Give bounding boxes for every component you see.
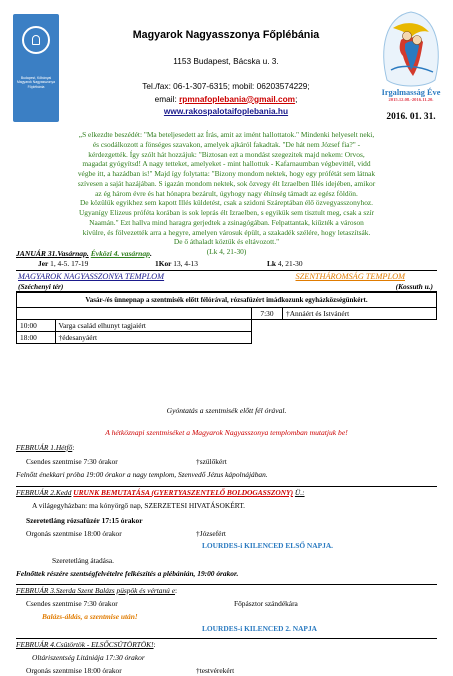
day-suffix: :	[72, 443, 75, 452]
parish-emblem-icon	[22, 26, 50, 54]
email-label: email:	[154, 93, 177, 104]
day-heading-wednesday	[16, 586, 177, 596]
mass-time: Orgonás szentmise 18:00 órakor	[26, 666, 122, 675]
mass-time: Csendes szentmise 7:30 órakor	[26, 599, 118, 608]
divider	[16, 486, 437, 487]
schedule-intention: Varga család elhunyt tagjaiért	[55, 320, 252, 332]
tuesday-adult-prep: Felnőttek részére szentségfelvételre felkészítés a plébánián, 19:00 órakor.	[16, 569, 239, 578]
mass-time: Orgonás szentmise 18:00 órakor	[26, 529, 122, 538]
logo-line-1: Budapest, Kőbányai	[20, 76, 52, 80]
parish-name: Magyarok Nagyasszonya Főplébánia	[132, 29, 320, 41]
church-headers	[16, 270, 437, 292]
gospel-line: „S elkezdte beszédét: "Ma beteljesedett az Írás, amit az imént hallottatok." Mindenki helyeselt neki,	[78, 130, 375, 139]
sunday-readings	[16, 259, 437, 269]
gospel-line: kívülre, és fölvezették arra a hegyre, amelyen városuk épült, a szakadék szélére, hogy letaszítsák.	[82, 227, 371, 237]
table-row	[17, 308, 437, 320]
bulletin-date: 2016. 01. 31.	[386, 112, 436, 122]
day-title: FEBRUÁR 3.Szerda Szent Balázs püspök és vértanú e	[16, 586, 176, 595]
blank-cell	[55, 308, 252, 320]
gospel-line: kérdezgették. Így szólt hát hozzájuk: "Biztosan ezt a mondást szegezitek majd nekem: Orvos,	[88, 149, 365, 159]
sunday-heading	[16, 249, 437, 258]
day-title: FEBRUÁR 2.Kedd	[16, 488, 72, 497]
email-line	[66, 93, 386, 106]
sunday-schedule-table	[16, 292, 437, 344]
parish-logo	[13, 14, 59, 122]
day-title: FEBRUÁR 1.Hétfő	[16, 443, 73, 452]
rosary-note: Vasár-/és ünnepnap a szentmisék előtt félórával, rózsafüzért imádkozunk egyházközségünkért.	[17, 293, 437, 308]
sunday-suffix: .	[149, 249, 152, 258]
church-name-szentharomsag: SZENTHÁROMSÁG TEMPLOM	[295, 272, 405, 281]
day-suffix: :	[153, 640, 156, 649]
thursday-litany: Oltáriszentség Litániája 17:30 órakor	[32, 653, 145, 662]
website-link[interactable]: www.rakospalotaifoplebania.hu	[163, 106, 289, 117]
church-name-magyarok: MAGYAROK NAGYASSZONYA TEMPLOM	[18, 272, 165, 281]
wednesday-mass	[16, 599, 437, 609]
sunday-name: Évközi 4. vasárnap	[90, 249, 150, 258]
divider	[16, 584, 437, 585]
wednesday-blessing: Balázs-áldás, a szentmise után!	[42, 612, 138, 621]
feast-title: URUNK BEMUTATÁSA (GYERTYASZENTELŐ BOLDOGASSZONY)	[73, 488, 294, 497]
day-title: FEBRUÁR 4.Csütörtök - ELSŐCSÜTÖRTÖK!	[16, 640, 154, 649]
reading-1	[38, 259, 88, 268]
schedule-time: 7:30	[252, 308, 283, 320]
mass-intention: †testvérekért	[196, 666, 235, 675]
logo-line-2: Magyarok Nagyasszonya	[16, 80, 56, 85]
divider	[16, 638, 437, 639]
schedule-time: 10:00	[17, 320, 56, 332]
reading-book: 1Kor	[155, 259, 172, 268]
day-suffix: Ü.:	[294, 488, 305, 497]
gospel-line: az ég három évre és hat hónapra bezárult, úgyhogy nagy éhínség támadt az egész földön.	[95, 188, 358, 198]
tuesday-novena: LOURDES-i KILENCED ELSŐ NAPJA.	[202, 541, 333, 550]
church-location-right: (Kossuth u.)	[395, 282, 433, 291]
tuesday-world-day: A világegyházban: ma kónyörgő nap, SZERZETESI HIVATÁSOKÉRT.	[32, 501, 246, 510]
tuesday-rosary: Szeretetláng rózsafüzér 17:15 órakor	[26, 516, 143, 525]
reading-2	[155, 259, 198, 268]
mass-intention: †szülőkért	[196, 457, 227, 466]
blank-cell	[252, 332, 437, 344]
gospel-line: Naamán." Ezt hallva mind haragra gerjedtek a zsinagógában. Felpattantak, kiűzték a városon	[89, 217, 364, 227]
reading-3	[267, 259, 303, 268]
day-heading-tuesday	[16, 488, 305, 498]
table-row	[17, 320, 437, 332]
schedule-intention: †édesanyáért	[55, 332, 252, 344]
schedule-intention: †Annáért és Istvánért	[283, 308, 437, 320]
logo-line-3: Főplébánia	[27, 84, 45, 89]
day-heading-thursday	[16, 640, 156, 650]
gospel-line: végbe itt, a hazádban is!" Majd így folytatta: "Bizony mondom nektek, hogy egy prófétát sem látnak	[77, 169, 376, 178]
church-right	[273, 272, 433, 291]
monday-mass	[16, 457, 437, 467]
parish-address: 1153 Budapest, Bácska u. 3.	[173, 56, 279, 66]
sunday-date: JANUÁR 31.Vasárnap.	[16, 249, 89, 258]
tuesday-mass	[16, 529, 437, 539]
schedule-time: 18:00	[17, 332, 56, 344]
blank-cell	[17, 308, 56, 320]
parish-logo-text	[15, 76, 57, 89]
gospel-line: és csodálkozott a fönséges szavakon, amelyek ajkáról fakadtak. "De hát nem József fia?" -	[92, 139, 361, 149]
contact-block	[66, 80, 386, 118]
table-row	[17, 293, 437, 308]
gospel-line: De ő áthaladt köztük és eltávozott."	[173, 237, 280, 247]
email-suffix: ;	[295, 93, 298, 104]
gospel-line: magadat gyógyítsd! A nagy tetteket, amelyeket - mint hallottuk - Kafarnaumban végbevittél, vidd	[82, 159, 371, 169]
gospel-line: De közülük egyikhez sem kapott Illés küldetést, csak a szidoni Száreptában élő özvegyasszonyhoz.	[79, 198, 374, 208]
monday-choir-note: Felnőtt énekkari próba 19:00 órakor a nagy templom, Szenvedő Jézus kápolnájában.	[16, 470, 268, 479]
blank-cell	[252, 320, 437, 332]
table-row	[17, 332, 437, 344]
mass-intention: Főpásztor szándékára	[234, 599, 298, 608]
day-suffix: :	[175, 586, 178, 595]
year-of-mercy-logo	[375, 10, 447, 90]
year-of-mercy-emblem-icon	[375, 10, 447, 90]
gospel-line: szívesen a saját hazájában. S igazán mondom nektek, sok özvegy élt Izraelben Illés idejében, amikor	[77, 178, 376, 188]
wednesday-novena: LOURDES-i KILENCED 2. NAPJA	[202, 624, 317, 633]
church-location-left: (Széchenyi tér)	[18, 282, 64, 291]
gospel-line: Ugyanígy Elizeus próféta korában is sok leprás élt Izraelben, s egyikük sem tisztult meg, csak a szír	[78, 208, 375, 217]
thursday-mass	[16, 666, 437, 676]
reading-ref: 4, 21-30	[277, 259, 303, 268]
weekday-mass-note: A hétköznapi szentmiséket a Magyarok Nagyasszonya templomban mutatjuk be!	[105, 428, 348, 437]
reading-ref: 1, 4-5. 17-19	[50, 259, 89, 268]
bulletin-header	[0, 0, 453, 130]
reading-ref: 13, 4-13	[173, 259, 198, 268]
year-of-mercy-title: Irgalmasság Éve	[381, 88, 441, 97]
mass-intention: †Józsefért	[196, 529, 226, 538]
year-of-mercy-dates: 2015.12.08.-2016.11.20.	[388, 97, 434, 102]
reading-book: Lk	[267, 259, 277, 268]
gospel-reading	[16, 130, 437, 257]
reading-book: Jer	[38, 259, 49, 268]
day-heading-monday	[16, 443, 74, 453]
email-link[interactable]: rpmnafoplebania@gmail.com	[179, 93, 296, 104]
mass-time: Csendes szentmise 7:30 órakor	[26, 457, 118, 466]
confession-note: Gyóntatás a szentmisék előtt fél órával.	[166, 406, 287, 415]
tuesday-flame: Szeretetláng átadása.	[52, 556, 114, 565]
phone-line: Tel./fax: 06-1-307-6315; mobil: 06203574229;	[142, 81, 310, 91]
gospel-reference: (Lk 4, 21-30)	[206, 247, 247, 256]
church-left	[18, 272, 268, 291]
